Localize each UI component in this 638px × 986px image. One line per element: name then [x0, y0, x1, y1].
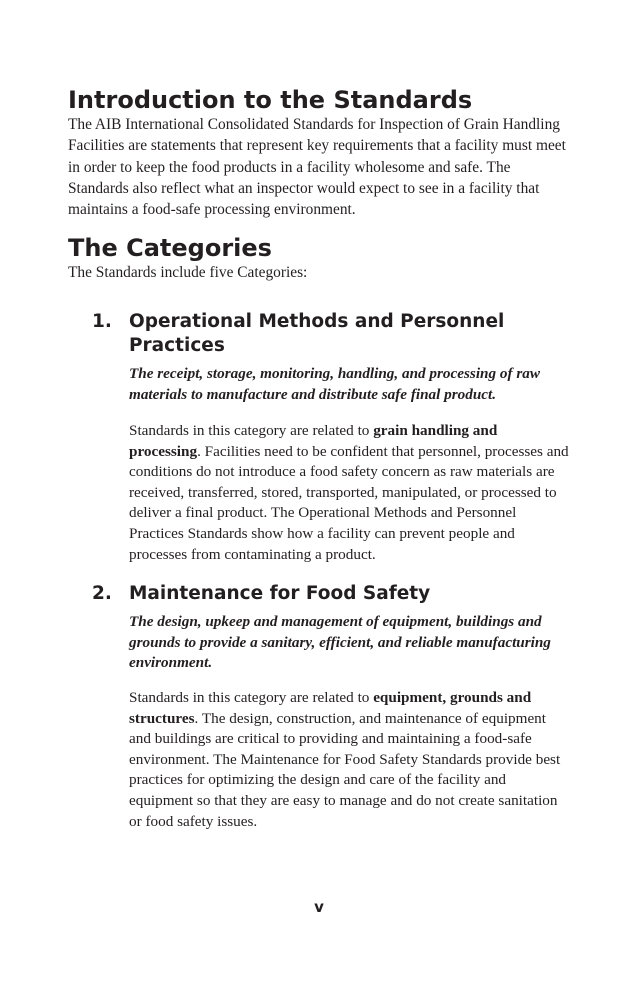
category-body-bold: equipment, grounds and structures [129, 689, 532, 727]
categories-intro: The Standards include five Categories: [68, 264, 308, 281]
categories-heading: The Categories [68, 234, 272, 262]
category-title: Maintenance for Food Safety [129, 583, 431, 604]
page-number: v [314, 898, 324, 916]
category-number: 1. [92, 311, 112, 332]
category-body-bold: grain handling and processing [129, 422, 498, 460]
category-body-suffix: . Facilities need to be confident that personnel, processes and conditions do not introduce a food safety concern as raw materials are received, transferred, stored, transported, manipulated, or processed to deliver a final product. The Operational Methods and Personnel Practices Standards show how a facility can prevent people and processes from contaminating a product. [129, 442, 569, 563]
category-body-prefix: Standards in this category are related to [129, 422, 374, 439]
category-number: 2. [92, 583, 112, 604]
category-body-prefix: Standards in this category are related to [129, 689, 374, 706]
intro-paragraph: The AIB International Consolidated Standards for Inspection of Grain Handling Facilities are statements that represent key requirements that a facility must meet in order to keep the food products in a facility wholesome and safe. The Standards also reflect what an inspector would expect to see in a facility that maintains a food-safe processing environment. [68, 116, 566, 219]
category-body-suffix: . The design, construction, and maintenance of equipment and buildings are critical to providing and maintaining a food-safe environment. The Maintenance for Food Safety Standards provide best practices for optimizing the design and care of the facility and equipment so that they are easy to manage and do not create sanitation or food safety issues. [129, 709, 561, 830]
category-body [129, 421, 571, 565]
category-title: Operational Methods and Personnel Practices [129, 311, 505, 356]
intro-heading: Introduction to the Standards [68, 86, 473, 114]
category-description: The design, upkeep and management of equipment, buildings and grounds to provide a sanitary, efficient, and reliable manufacturing environment. [129, 613, 551, 672]
category-body [129, 688, 571, 832]
category-description: The receipt, storage, monitoring, handling, and processing of raw materials to manufacture and distribute safe final product. [129, 365, 540, 403]
